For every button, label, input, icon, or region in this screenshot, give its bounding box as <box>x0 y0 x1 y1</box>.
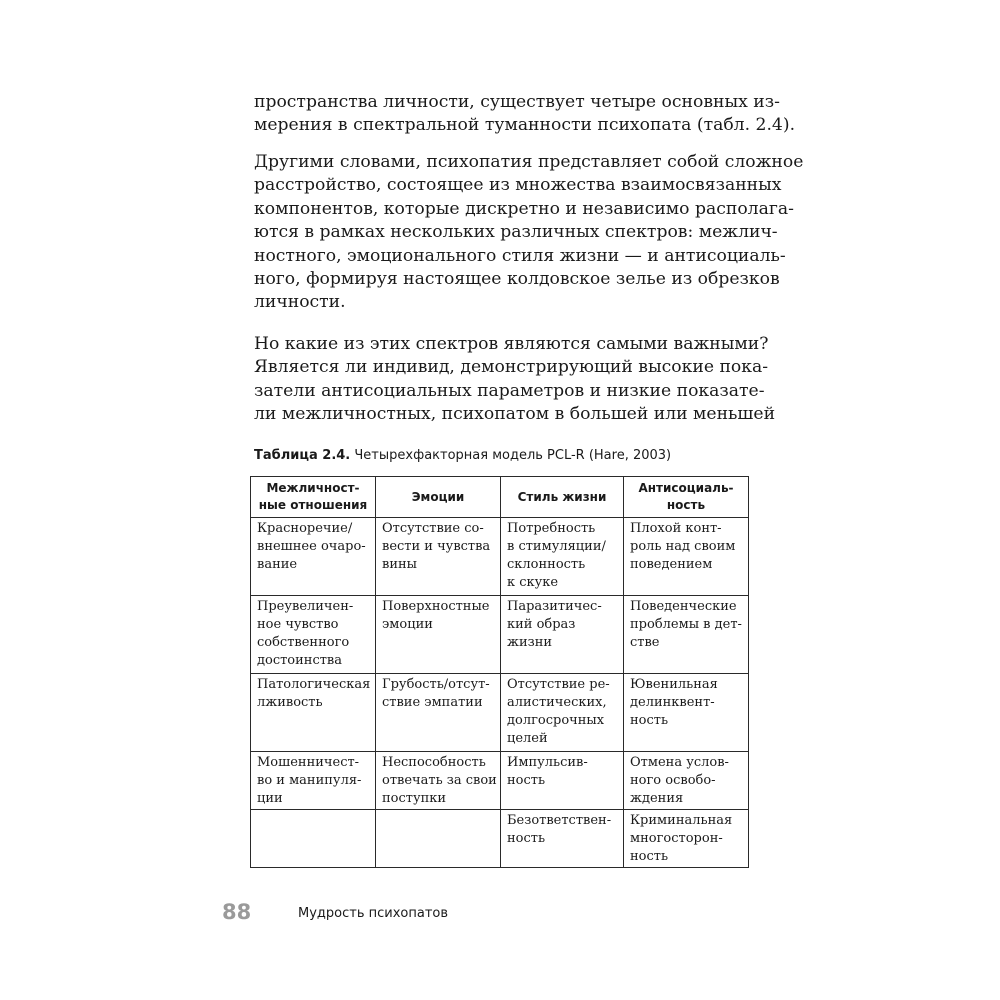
cell-line: жизни <box>507 635 553 650</box>
cell-line: ции <box>257 791 283 806</box>
cell-line: алистических, <box>507 695 607 710</box>
table-caption-label: Таблица 2.4. <box>254 448 351 463</box>
paragraph-3 <box>254 333 776 427</box>
cell-line: вины <box>382 557 417 572</box>
pcl-r-table <box>250 476 749 868</box>
table-cell <box>376 810 501 868</box>
cell-line: ность <box>507 831 546 846</box>
header-emotions <box>376 477 501 518</box>
cell-line: Отсутствие со- <box>382 521 484 536</box>
cell-line: Криминальная <box>630 813 733 828</box>
cell-line: Неспособность <box>382 755 486 770</box>
cell-line: ность <box>507 773 546 788</box>
page-number: 88 <box>222 900 252 924</box>
cell-line: кий образ <box>507 617 576 632</box>
table-cell <box>501 674 624 752</box>
table-cell <box>624 596 749 674</box>
cell-line: ждения <box>630 791 684 806</box>
cell-line: Ювенильная <box>630 677 718 692</box>
table-row <box>251 752 749 810</box>
table-cell <box>376 752 501 810</box>
table-row <box>251 596 749 674</box>
cell-line: Потребность <box>507 521 596 536</box>
paragraph-line: Другими словами, психопатия представляет собой сложное <box>254 152 804 172</box>
cell-line: роль над своим <box>630 539 736 554</box>
cell-line: проблемы в дет- <box>630 617 742 632</box>
cell-line: вести и чувства <box>382 539 491 554</box>
table-cell <box>624 518 749 596</box>
cell-line: ность <box>630 849 669 864</box>
cell-line: делинквент- <box>630 695 715 710</box>
table-header-row <box>251 477 749 518</box>
header-line: Антисоциаль- <box>638 481 734 495</box>
cell-line: во и манипуля- <box>257 773 362 788</box>
paragraph-line: личности. <box>254 292 346 313</box>
table-cell <box>251 518 376 596</box>
cell-line: Патологическая <box>257 677 371 692</box>
cell-line: в стимуляции/ <box>507 539 606 554</box>
table-row <box>251 518 749 596</box>
table-cell <box>501 518 624 596</box>
table-caption-text: Четырехфакторная модель PCL-R (Hare, 2003) <box>350 448 672 463</box>
paragraph-line: ного, формируя настоящее колдовское зелье из обрезков <box>254 269 780 290</box>
table-cell <box>624 752 749 810</box>
cell-line: Красноречие/ <box>257 521 353 536</box>
table-cell <box>251 674 376 752</box>
cell-line: целей <box>507 731 548 746</box>
cell-line: собственного <box>257 635 350 650</box>
table-cell <box>376 674 501 752</box>
cell-line: отвечать за свои <box>382 773 497 788</box>
cell-line: к скуке <box>507 575 559 590</box>
header-line: ность <box>666 498 706 512</box>
cell-line: Импульсив- <box>507 755 588 770</box>
header-line: Межличност- <box>266 481 360 495</box>
cell-line: ность <box>630 713 669 728</box>
header-interpersonal <box>251 477 376 518</box>
table-cell <box>251 752 376 810</box>
paragraph-line: пространства личности, существует четыре основных из- <box>254 92 780 112</box>
cell-line: вание <box>257 557 298 572</box>
paragraph-line: затели антисоциальных параметров и низкие показате- <box>254 380 765 401</box>
cell-line: Грубость/отсут- <box>382 677 490 692</box>
table-cell <box>376 596 501 674</box>
header-lifestyle <box>501 477 624 518</box>
cell-line: Безответствен- <box>507 813 612 828</box>
table-cell <box>624 674 749 752</box>
table-cell <box>501 752 624 810</box>
cell-line: стве <box>630 635 660 650</box>
cell-line: достоинства <box>257 653 343 668</box>
cell-line: Поведенческие <box>630 599 737 614</box>
header-line: ные отношения <box>258 498 368 512</box>
table-cell <box>251 810 376 868</box>
table-caption <box>254 448 671 463</box>
cell-line: долгосрочных <box>507 713 605 728</box>
paragraph-line: мерения в спектральной туманности психопата (табл. 2.4). <box>254 115 796 136</box>
table-cell <box>501 596 624 674</box>
table-cell <box>251 596 376 674</box>
paragraph-line: Но какие из этих спектров являются самыми важными? <box>254 334 769 354</box>
cell-line: ное чувство <box>257 617 339 632</box>
table-row <box>251 674 749 752</box>
paragraph-1 <box>254 91 796 138</box>
paragraph-line: компонентов, которые дискретно и независимо располага- <box>254 198 794 219</box>
cell-line: ствие эмпатии <box>382 695 483 710</box>
header-line: Стиль жизни <box>517 489 607 504</box>
cell-line: поступки <box>382 791 447 806</box>
table-cell <box>624 810 749 868</box>
cell-line: внешнее очаро- <box>257 539 366 554</box>
cell-line: Поверхностные <box>382 599 490 614</box>
cell-line: ного освобо- <box>630 773 716 788</box>
paragraph-line: Является ли индивид, демонстрирующий высокие пока- <box>254 357 769 378</box>
table-row <box>251 810 749 868</box>
paragraph-line: расстройство, состоящее из множества взаимосвязанных <box>254 175 782 196</box>
paragraph-2 <box>254 151 804 315</box>
cell-line: поведением <box>630 557 713 572</box>
cell-line: Отсутствие ре- <box>507 677 610 692</box>
cell-line: Преувеличен- <box>257 599 354 614</box>
paragraph-line: ются в рамках нескольких различных спектров: межлич- <box>254 222 778 243</box>
header-antisocial <box>624 477 749 518</box>
cell-line: Паразитичес- <box>507 599 602 614</box>
cell-line: склонность <box>507 557 586 572</box>
cell-line: Плохой конт- <box>630 521 722 536</box>
table-cell <box>376 518 501 596</box>
cell-line: Мошенничест- <box>257 755 360 770</box>
paragraph-line: ли межличностных, психопатом в большей или меньшей <box>254 404 776 425</box>
cell-line: эмоции <box>382 617 433 632</box>
cell-line: лживость <box>257 695 323 710</box>
paragraph-line: ностного, эмоционального стиля жизни — и антисоциаль- <box>254 245 786 266</box>
running-footer-title: Мудрость психопатов <box>298 906 449 921</box>
cell-line: многосторон- <box>630 831 723 846</box>
table-cell <box>501 810 624 868</box>
cell-line: Отмена услов- <box>630 755 729 770</box>
header-line: Эмоции <box>411 489 465 504</box>
